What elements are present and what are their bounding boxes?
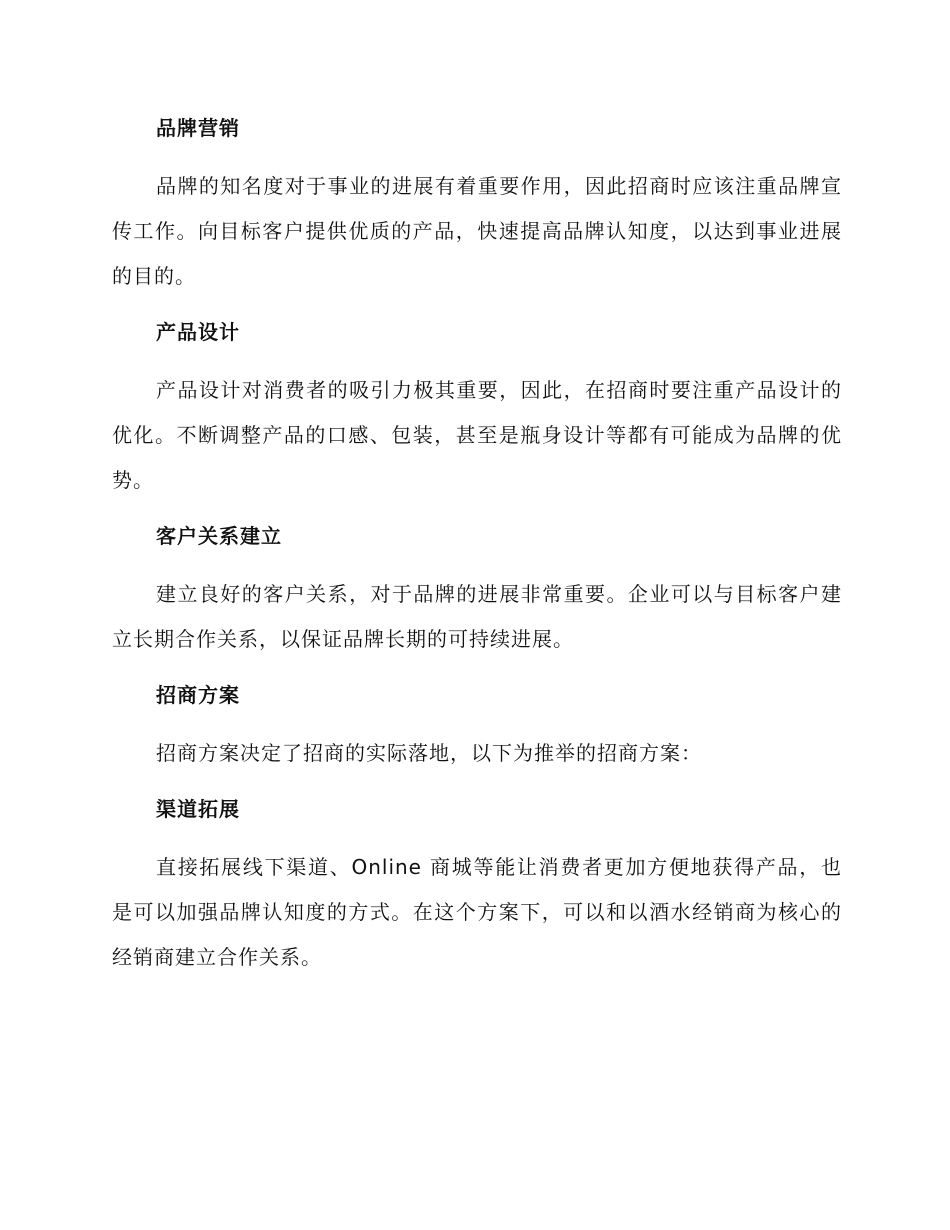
section-paragraph-product-design: 产品设计对消费者的吸引力极其重要，因此，在招商时要注重产品设计的优化。不断调整产品的口感、包装，甚至是瓶身设计等都有可能成为品牌的优势。: [112, 378, 842, 492]
document-body: [112, 112, 842, 997]
section-heading-brand-marketing: 品牌营销: [156, 116, 240, 140]
section-paragraph-customer-relations: 建立良好的客户关系，对于品牌的进展非常重要。企业可以与目标客户建立长期合作关系，以保证品牌长期的可持续进展。: [112, 582, 842, 651]
section-paragraph-brand-marketing: 品牌的知名度对于事业的进展有着重要作用，因此招商时应该注重品牌宣传工作。向目标客户提供优质的产品，快速提高品牌认知度，以达到事业进展的目的。: [112, 174, 842, 288]
section-paragraph-channel-expansion: 直接拓展线下渠道、Online 商城等能让消费者更加方便地获得产品，也是可以加强品牌认知度的方式。在这个方案下，可以和以酒水经销商为核心的经销商建立合作关系。: [112, 855, 842, 969]
section-heading-product-design: 产品设计: [156, 320, 240, 344]
section-heading-customer-relations: 客户关系建立: [156, 524, 282, 548]
section-heading-investment-plan: 招商方案: [156, 683, 240, 707]
section-heading-channel-expansion: 渠道拓展: [156, 797, 240, 821]
section-paragraph-investment-plan: 招商方案决定了招商的实际落地，以下为推举的招商方案：: [156, 741, 702, 765]
